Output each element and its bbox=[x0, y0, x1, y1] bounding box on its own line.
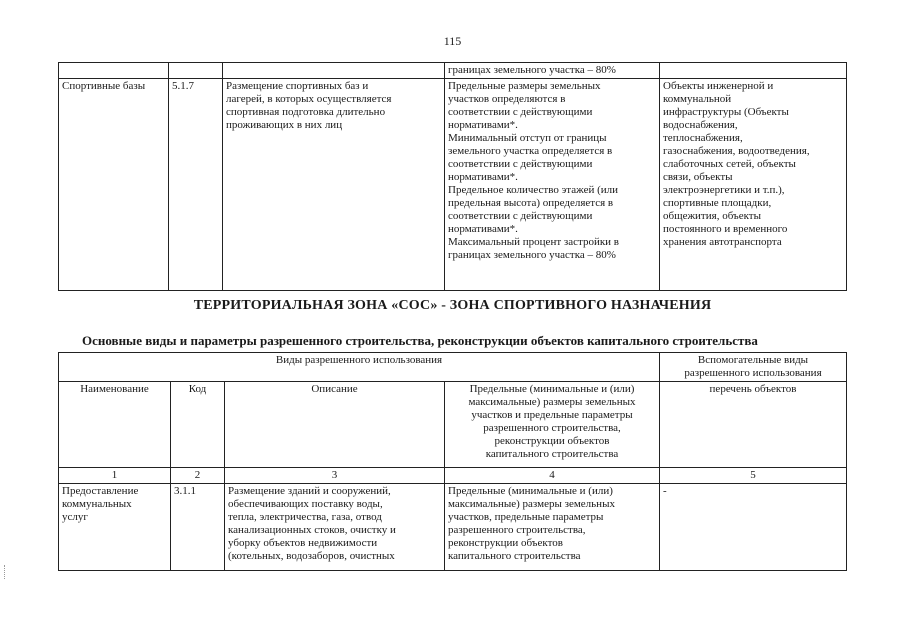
header-aux-uses: Вспомогательные виды разрешенного использования bbox=[660, 353, 847, 382]
column-header-description: Описание bbox=[225, 382, 445, 468]
column-header-code: Код bbox=[171, 382, 225, 468]
table-row bbox=[59, 79, 847, 291]
table-continuation bbox=[58, 62, 847, 291]
code-cell: 3.1.1 bbox=[171, 484, 225, 571]
table-row bbox=[59, 484, 847, 571]
column-number: 2 bbox=[171, 468, 225, 484]
column-header-params: Предельные (минимальные и (или) максимальные) размеры земельных участков и предельные параметры разрешенного строительства, реконструкции объектов капитального строительства bbox=[445, 382, 660, 468]
column-number: 3 bbox=[225, 468, 445, 484]
aux-objects-cell: - bbox=[660, 484, 847, 571]
params-cell: Предельные (минимальные и (или) максимальные) размеры земельных участков, предельные параметры разрешенного строительства, реконструкции объектов капитального строительства bbox=[445, 484, 660, 571]
params-continuation-cell: границах земельного участка – 80% bbox=[445, 63, 660, 79]
description-cell: Размещение спортивных баз и лагерей, в которых осуществляется спортивная подготовка длительно проживающих в них лиц bbox=[223, 79, 445, 291]
header-permitted-uses: Виды разрешенного использования bbox=[59, 353, 660, 382]
column-header-aux: перечень объектов bbox=[660, 382, 847, 468]
column-number: 5 bbox=[660, 468, 847, 484]
column-header-name: Наименование bbox=[59, 382, 171, 468]
aux-objects-cell: Объекты инженерной и коммунальной инфраструктуры (Объекты водоснабжения, теплоснабжения, газоснабжения, водоотведения, слаботочных сетей, объекты связи, объекты электроэнергетики и т.п.), спортивные площадки, общежития, объекты постоянного и временного хранения автотранспорта bbox=[660, 79, 847, 291]
column-number: 4 bbox=[445, 468, 660, 484]
column-number: 1 bbox=[59, 468, 171, 484]
name-cell: Спортивные базы bbox=[59, 79, 169, 291]
page-number: 115 bbox=[443, 34, 462, 48]
params-cell: Предельные размеры земельных участков определяются в соответствии с действующими нормативами*. Минимальный отступ от границы земельного участка определяется в соответствии с действующими нормативами*. Предельное количество этажей (или предельная высота) определяется в соответствии с действующими нормативами*. Максимальный процент застройки в границах земельного участка – 80% bbox=[445, 79, 660, 291]
table-cell bbox=[223, 63, 445, 79]
table-cell bbox=[169, 63, 223, 79]
description-cell: Размещение зданий и сооружений, обеспечивающих поставку воды, тепла, электричества, газа, отвод канализационных стоков, очистку и уборку объектов недвижимости (котельных, водозаборов, очистных bbox=[225, 484, 445, 571]
zone-title: ТЕРРИТОРИАЛЬНАЯ ЗОНА «СОС» - ЗОНА СПОРТИВНОГО НАЗНАЧЕНИЯ bbox=[193, 298, 712, 313]
permitted-use-table bbox=[58, 352, 847, 571]
scan-edge-mark bbox=[4, 565, 6, 579]
name-cell: Предоставление коммунальных услуг bbox=[59, 484, 171, 571]
code-cell: 5.1.7 bbox=[169, 79, 223, 291]
section-subtitle: Основные виды и параметры разрешенного строительства, реконструкции объектов капитального строительства bbox=[82, 333, 758, 348]
table-cell bbox=[59, 63, 169, 79]
table-cell bbox=[660, 63, 847, 79]
